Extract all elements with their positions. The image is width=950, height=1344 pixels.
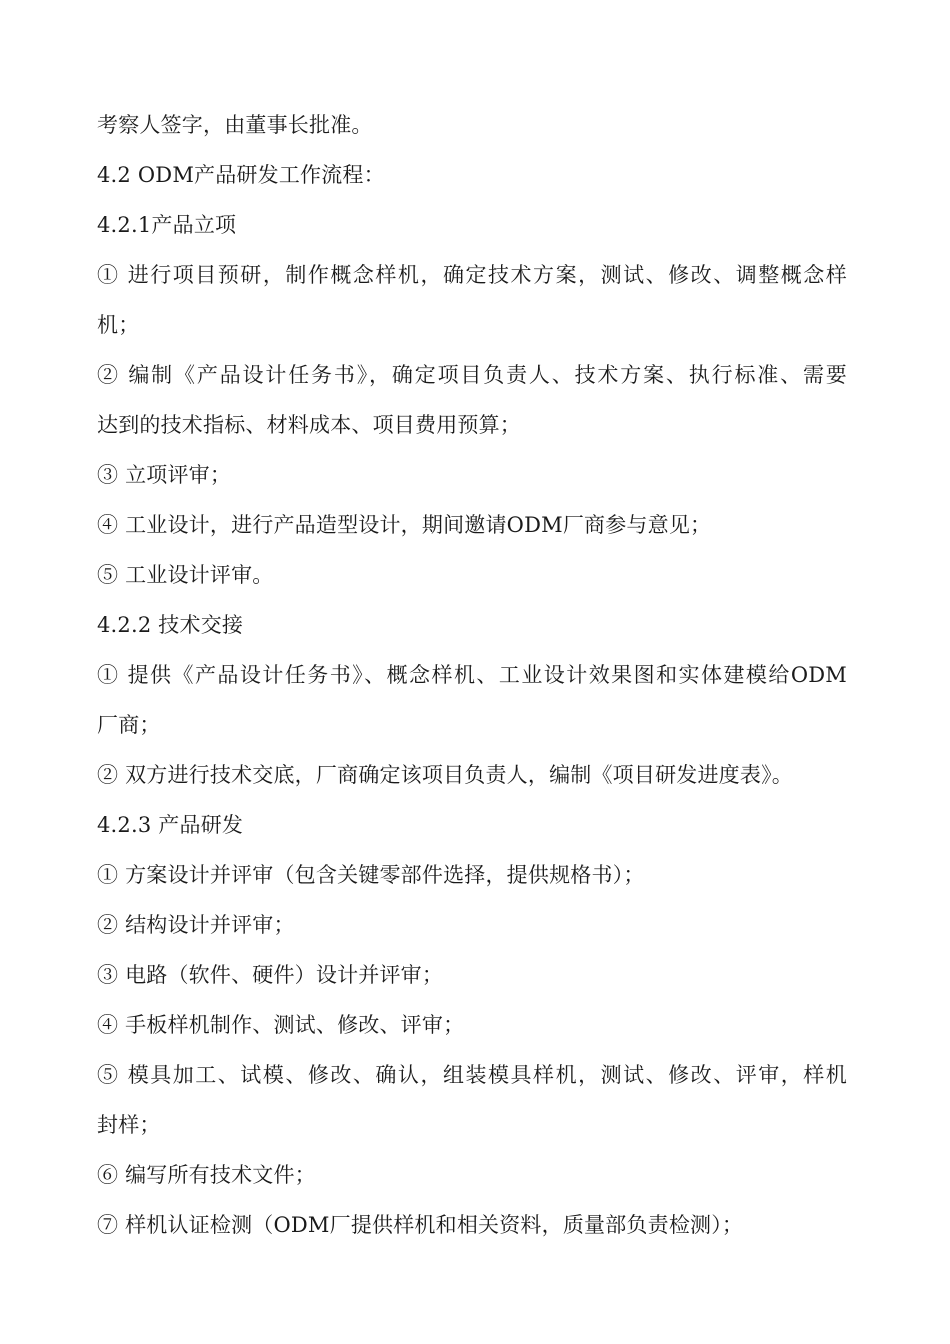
document-page <box>97 100 857 1250</box>
list-item-development-1: ① 方案设计并评审（包含关键零部件选择，提供规格书）； <box>97 863 645 887</box>
list-item-initiation-4: ④ 工业设计，进行产品造型设计，期间邀请ODM厂商参与意见； <box>97 513 712 537</box>
list-item-handover-1-cont: 厂商； <box>97 713 161 737</box>
list-item-handover-1: ① 提供《产品设计任务书》、概念样机、工业设计效果图和实体建模给ODM <box>97 663 847 687</box>
heading-product-initiation: 4.2.1产品立项 <box>97 213 237 237</box>
list-item-development-3: ③ 电路（软件、硬件）设计并评审； <box>97 963 444 987</box>
list-item-development-2: ② 结构设计并评审； <box>97 913 295 937</box>
list-item-initiation-5: ⑤ 工业设计评审。 <box>97 563 274 587</box>
list-item-development-6: ⑥ 编写所有技术文件； <box>97 1163 316 1187</box>
list-item-initiation-2-cont: 达到的技术指标、材料成本、项目费用预算； <box>97 413 521 437</box>
list-item-initiation-1: ① 进行项目预研，制作概念样机，确定技术方案，测试、修改、调整概念样 <box>97 263 847 287</box>
list-item-development-5-cont: 封样； <box>97 1113 161 1137</box>
list-item-initiation-1-cont: 机； <box>97 313 140 337</box>
list-item-initiation-3: ③ 立项评审； <box>97 463 232 487</box>
heading-technical-handover: 4.2.2 技术交接 <box>97 613 244 637</box>
heading-odm-workflow: 4.2 ODM产品研发工作流程： <box>97 163 385 187</box>
list-item-development-5: ⑤ 模具加工、试模、修改、确认，组装模具样机，测试、修改、评审，样机 <box>97 1063 847 1087</box>
list-item-development-4: ④ 手板样机制作、测试、修改、评审； <box>97 1013 465 1037</box>
heading-product-development: 4.2.3 产品研发 <box>97 813 244 837</box>
list-item-development-7: ⑦ 样机认证检测（ODM厂提供样机和相关资料，质量部负责检测）； <box>97 1213 744 1237</box>
text-line-approval: 考察人签字，由董事长批准。 <box>97 113 373 137</box>
list-item-handover-2: ② 双方进行技术交底，厂商确定该项目负责人，编制《项目研发进度表》。 <box>97 763 793 787</box>
list-item-initiation-2: ② 编制《产品设计任务书》，确定项目负责人、技术方案、执行标准、需要 <box>97 363 847 387</box>
